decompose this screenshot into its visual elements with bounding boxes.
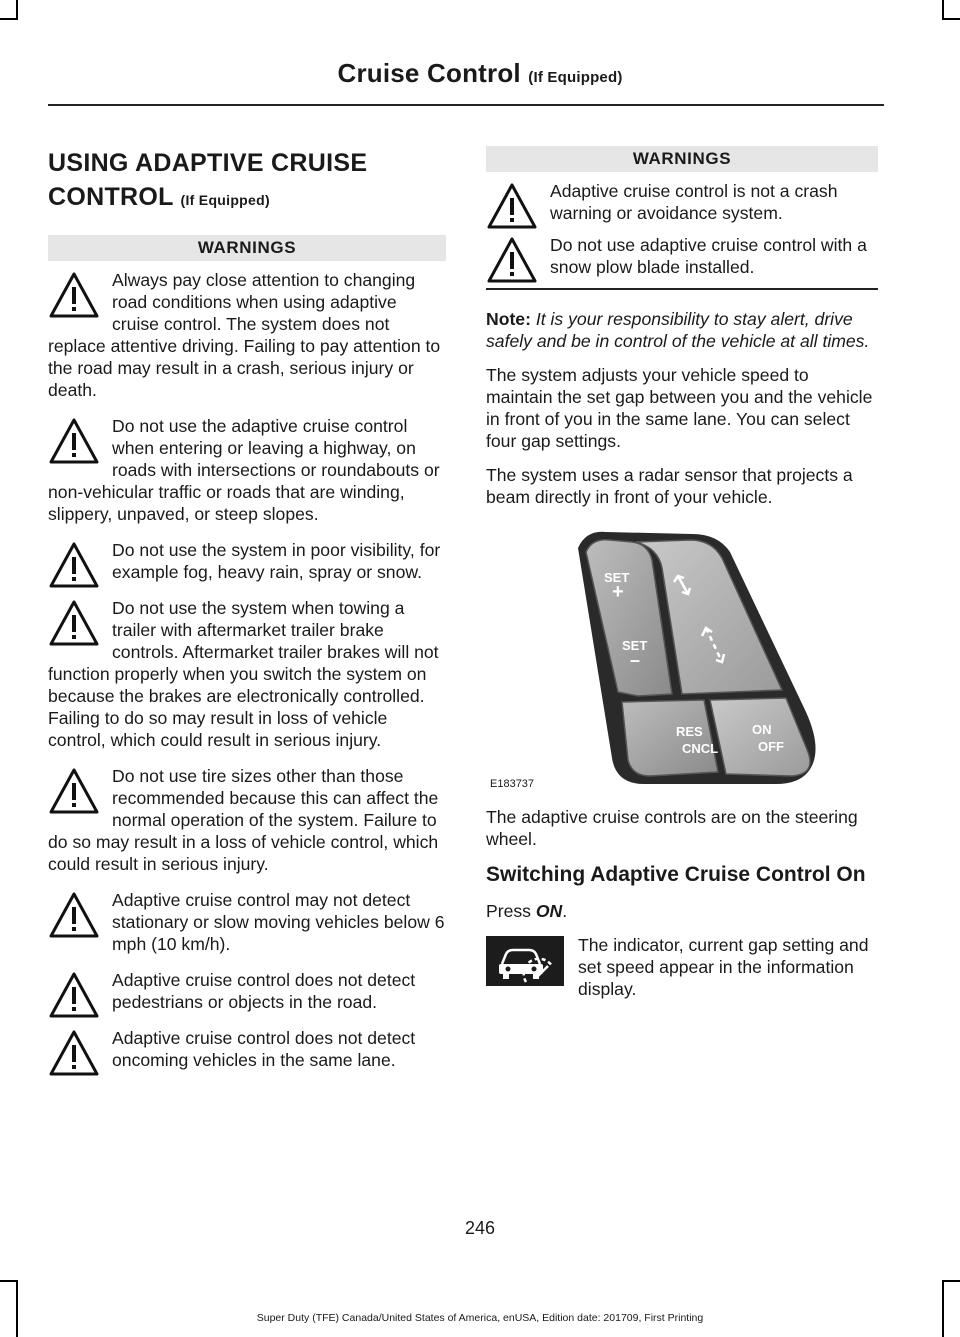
cncl-label: CNCL (682, 741, 719, 756)
figure-id-label: E183737 (490, 778, 535, 790)
warning-text: Adaptive cruise control does not detect pedestrians or objects in the road. (112, 970, 416, 1012)
right-column (486, 146, 878, 1000)
body-paragraph: The system uses a radar sensor that projects a beam directly in front of your vehicle. (486, 465, 853, 507)
plus-symbol: + (612, 581, 624, 603)
warnings-list (48, 269, 446, 1071)
header-title-text: Cruise Control (337, 58, 521, 88)
warning-item (48, 969, 446, 1013)
section-title-line1: USING ADAPTIVE CRUISE (48, 149, 368, 177)
warnings-heading: WARNINGS (48, 235, 446, 261)
crop-mark (942, 18, 960, 20)
crop-mark (16, 0, 18, 20)
crop-mark (942, 1280, 960, 1282)
warning-text: Adaptive cruise control does not detect oncoming vehicles in the same lane. (112, 1028, 416, 1070)
body-paragraph: The adaptive cruise controls are on the steering wheel. (486, 807, 858, 849)
minus-symbol: – (630, 650, 641, 670)
press-instruction (486, 900, 878, 922)
set-plus-label: SET (604, 570, 630, 585)
crop-mark (0, 1280, 18, 1282)
note-label: Note: (486, 309, 531, 329)
section-title (48, 146, 446, 217)
cruise-control-buttons-figure (486, 520, 878, 792)
steering-wheel-controls-illustration (486, 520, 878, 792)
warning-text: Do not use tire sizes other than those recommended because this can affect the normal operation of the system. Failure to do so may result in a loss of vehicle control, which could result in serious injury. (48, 766, 439, 874)
warning-text: Do not use the system when towing a trailer with aftermarket trailer brake controls. Aftermarket trailer brakes will not function properly when you switch the system on because the brakes are electronically controlled. Failing to do so may result in loss of vehicle control, which could result in serious injury. (48, 598, 439, 750)
on-label: ON (752, 722, 772, 737)
indicator-text: The indicator, current gap setting and set speed appear in the information display. (578, 935, 869, 999)
warning-triangle-icon (48, 767, 100, 815)
section-title-line2: CONTROL (48, 183, 174, 211)
warning-triangle-icon (48, 1029, 100, 1077)
body-paragraph: The system adjusts your vehicle speed to maintain the set gap between you and the vehicle in front of you in the same lane. You can select four gap settings. (486, 365, 873, 451)
header-divider (48, 104, 884, 106)
warning-triangle-icon (48, 541, 100, 589)
press-key: ON (535, 901, 563, 921)
crop-mark (942, 0, 944, 20)
warning-item (48, 765, 446, 875)
press-prefix: Press (486, 901, 531, 921)
warning-triangle-icon (48, 891, 100, 939)
warning-item (486, 234, 878, 278)
res-label: RES (676, 724, 703, 739)
warning-triangle-icon (48, 599, 100, 647)
warning-item (48, 539, 446, 583)
warning-triangle-icon (48, 971, 100, 1019)
warning-item (48, 415, 446, 525)
warning-triangle-icon (486, 182, 538, 230)
header-qualifier: (If Equipped) (528, 69, 623, 86)
left-column (48, 146, 446, 1085)
page-number: 246 (464, 1218, 496, 1238)
crop-mark (16, 1280, 18, 1337)
warning-text: Do not use the system in poor visibility, for example fog, heavy rain, spray or snow. (112, 540, 441, 582)
footer-text: Super Duty (TFE) Canada/United States of America, enUSA, Edition date: 201709, First Printing (256, 1312, 704, 1324)
set-minus-label: SET (622, 638, 648, 653)
warning-text: Adaptive cruise control is not a crash warning or avoidance system. (550, 181, 838, 223)
warning-item (486, 180, 878, 224)
page-header-title (0, 58, 960, 89)
warning-text: Always pay close attention to changing road conditions when using adaptive cruise control. The system does not replace attentive driving. Failing to pay attention to the road may result in a crash, serious injury or death. (48, 270, 441, 400)
note-text: It is your responsibility to stay alert, drive safely and be in control of the vehicle at all times. (486, 309, 870, 351)
warning-item (48, 269, 446, 401)
warning-item (48, 597, 446, 751)
warning-triangle-icon (486, 236, 538, 284)
warning-item (48, 1027, 446, 1071)
warnings-heading: WARNINGS (486, 146, 878, 172)
subsection-title: Switching Adaptive Cruise Control On (486, 863, 866, 886)
warning-item (48, 889, 446, 955)
press-suffix: . (562, 901, 568, 921)
warning-triangle-icon (48, 417, 100, 465)
warnings-list (486, 180, 878, 278)
indicator-row (486, 934, 878, 1000)
warning-text: Do not use the adaptive cruise control when entering or leaving a highway, on roads with intersections or roundabouts or non-vehicular traffic or roads that are winding, slippery, unpaved, or steep slopes. (48, 416, 440, 524)
warning-triangle-icon (48, 271, 100, 319)
note-paragraph (486, 308, 878, 352)
warnings-end-divider (486, 288, 878, 290)
warning-text: Do not use adaptive cruise control with a snow plow blade installed. (550, 235, 867, 277)
section-title-qualifier: (If Equipped) (180, 192, 270, 208)
off-label: OFF (758, 739, 784, 754)
crop-mark (942, 1280, 944, 1337)
adaptive-cruise-indicator-icon (486, 936, 564, 986)
crop-mark (0, 18, 18, 20)
warning-text: Adaptive cruise control may not detect stationary or slow moving vehicles below 6 mph (10 km/h). (112, 890, 445, 954)
